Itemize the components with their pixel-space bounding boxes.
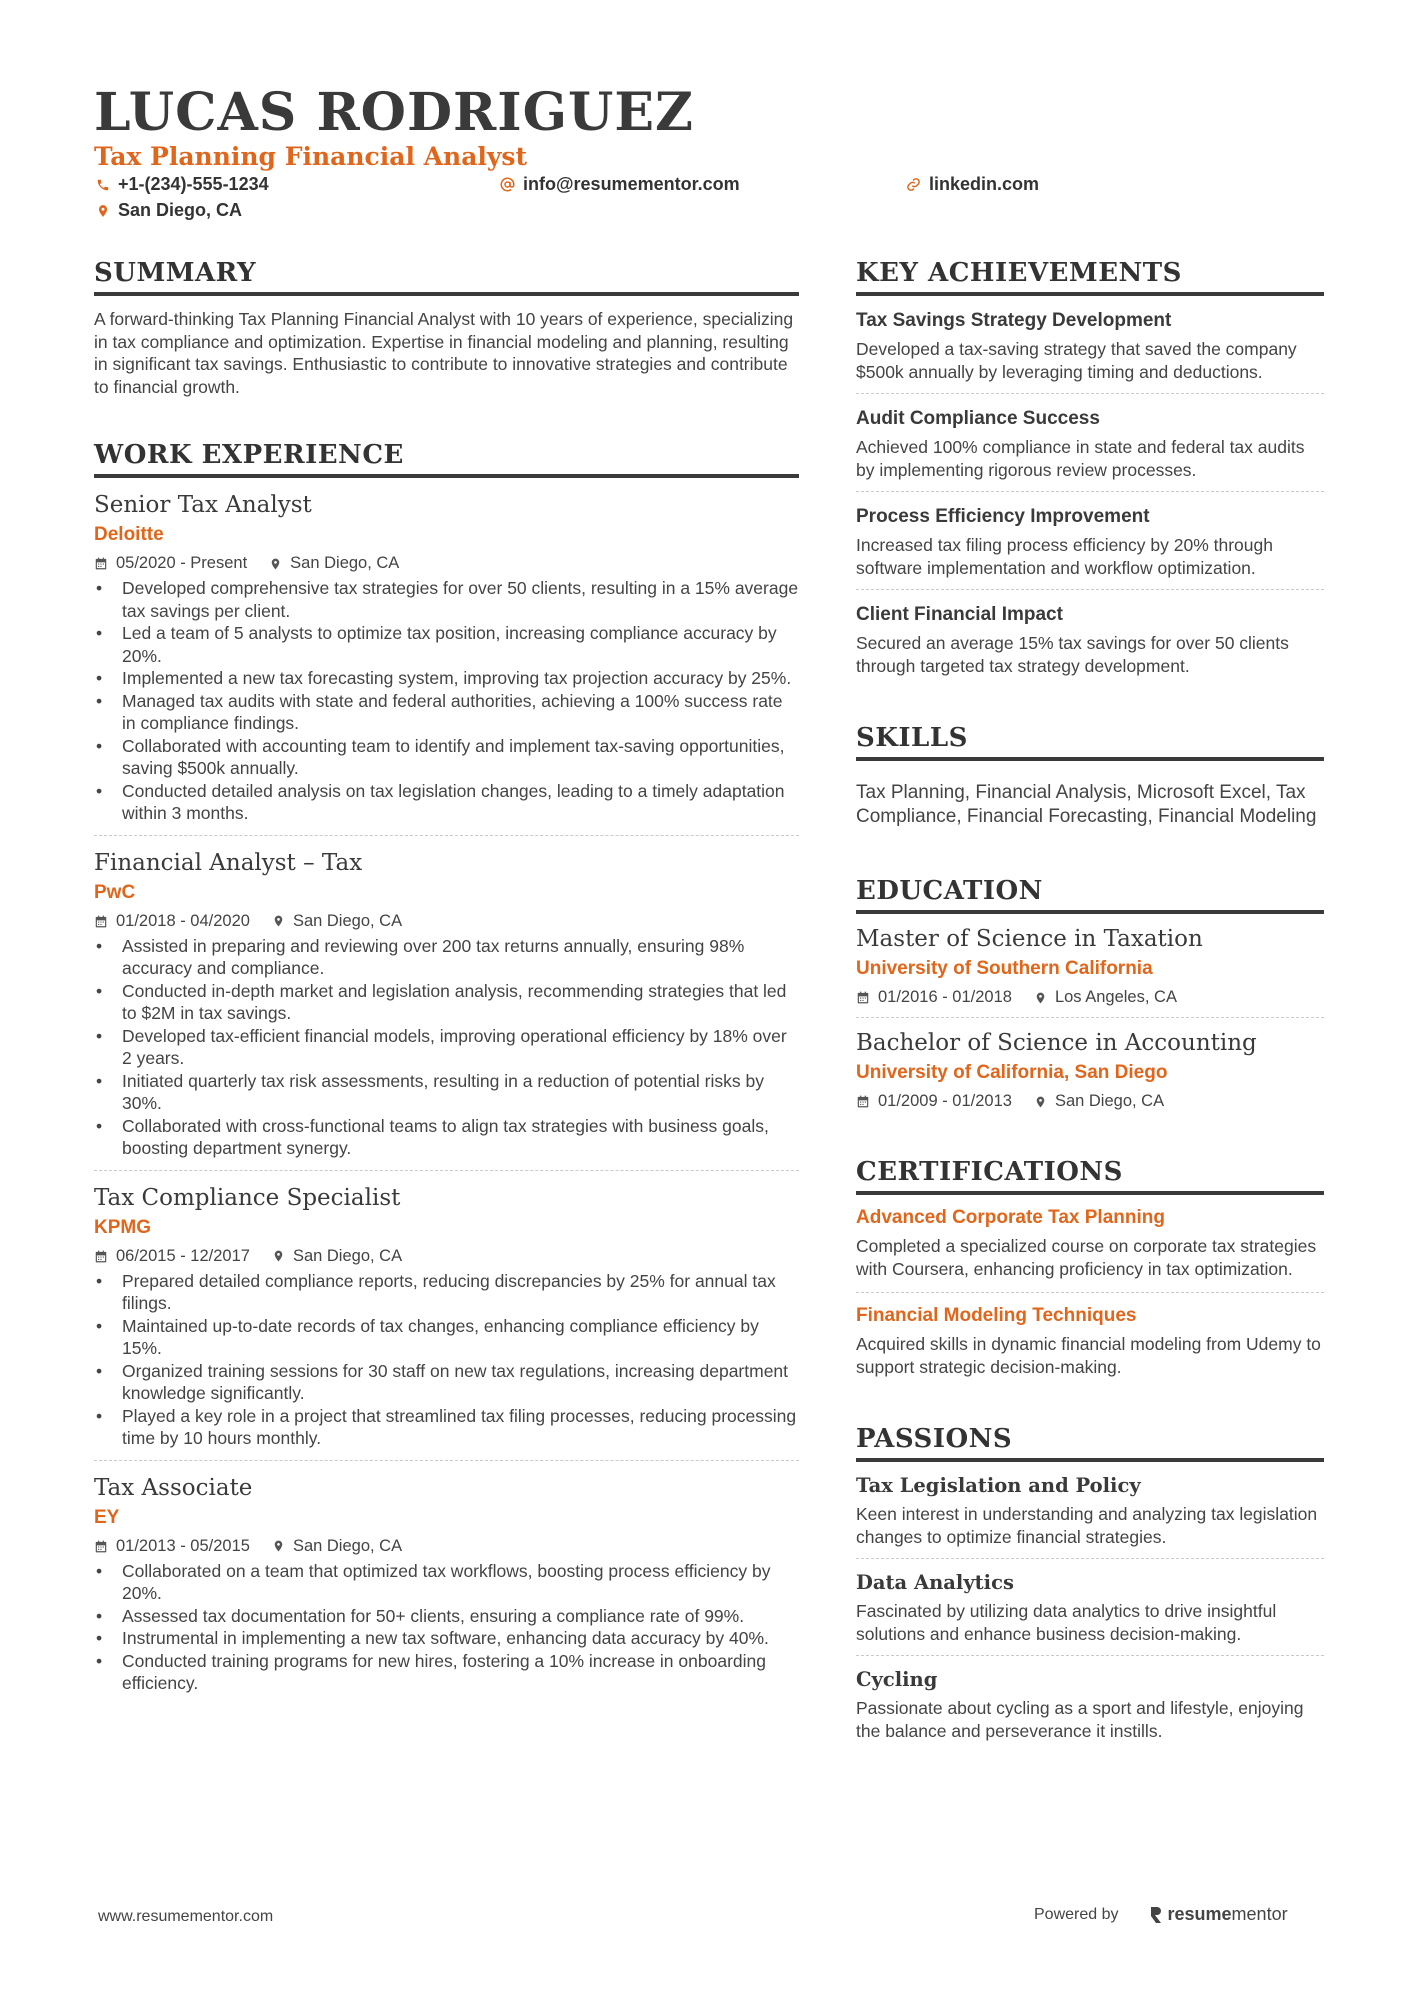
job-bullet: • Led a team of 5 analysts to optimize tax position, increasing compliance accuracy by 20%. xyxy=(94,622,799,667)
calendar-icon xyxy=(856,990,870,1005)
job-meta xyxy=(94,1247,799,1266)
education-location-text: Los Angeles, CA xyxy=(1054,988,1177,1006)
passion-title: Data Analytics xyxy=(856,1571,1014,1594)
job-bullet: • Collaborated with cross-functional teams to align tax strategies with business goals, boosting department synergy. xyxy=(94,1115,799,1160)
location-text: San Diego, CA xyxy=(118,200,243,220)
calendar-icon xyxy=(94,1249,108,1264)
achievement-item xyxy=(856,492,1324,590)
job-location-text: San Diego, CA xyxy=(292,1246,403,1265)
education-dates xyxy=(856,988,1012,1007)
job-title: Financial Analyst – Tax xyxy=(94,849,363,876)
job-bullets xyxy=(94,1270,799,1450)
certification-item xyxy=(856,1195,1324,1293)
education-dates-text: 01/2016 - 01/2018 xyxy=(878,988,1012,1006)
passion-title: Tax Legislation and Policy xyxy=(856,1474,1141,1497)
calendar-icon xyxy=(94,914,108,929)
job-bullet: • Collaborated with accounting team to identify and implement tax-saving opportunities, saving $500k annually. xyxy=(94,735,799,780)
job-bullet: • Conducted training programs for new hires, fostering a 10% increase in onboarding efficiency. xyxy=(94,1650,799,1695)
achievement-title: Process Efficiency Improvement xyxy=(856,506,1150,527)
location-pin-icon xyxy=(272,913,285,929)
phone-text: +1-(234)-555-1234 xyxy=(118,174,269,194)
school-name: University of California, San Diego xyxy=(856,1062,1168,1083)
job-entry xyxy=(94,1171,799,1461)
skills-heading: SKILLS xyxy=(856,723,1324,761)
job-bullet: • Assessed tax documentation for 50+ clients, ensuring a compliance rate of 99%. xyxy=(94,1605,799,1628)
job-bullet: • Collaborated on a team that optimized tax workflows, boosting process efficiency by 20%. xyxy=(94,1560,799,1605)
job-bullet: • Maintained up-to-date records of tax changes, enhancing compliance efficiency by 15%. xyxy=(94,1315,799,1360)
education-heading: EDUCATION xyxy=(856,876,1324,914)
company-name: Deloitte xyxy=(94,524,164,545)
achievement-title: Tax Savings Strategy Development xyxy=(856,310,1172,331)
job-bullet: • Implemented a new tax forecasting system, improving tax projection accuracy by 25%. xyxy=(94,667,799,690)
certification-item xyxy=(856,1293,1324,1378)
passion-title: Cycling xyxy=(856,1668,938,1691)
job-location xyxy=(272,1247,402,1266)
job-bullet: • Conducted in-depth market and legislation analysis, recommending strategies that led to $2M in tax savings. xyxy=(94,980,799,1025)
passions-list xyxy=(856,1462,1324,1742)
brand-prefix: resume xyxy=(1167,1904,1232,1924)
candidate-name: LUCAS RODRIGUEZ xyxy=(94,82,694,143)
achievement-desc: Secured an average 15% tax savings for over 50 clients through targeted tax strategy development. xyxy=(856,633,1289,676)
achievements-list xyxy=(856,296,1324,677)
job-title: Senior Tax Analyst xyxy=(94,492,312,518)
footer-website[interactable]: www.resumementor.com xyxy=(98,1908,274,1925)
job-title: Tax Associate xyxy=(94,1474,253,1501)
job-bullet: • Initiated quarterly tax risk assessments, resulting in a reduction of potential risks by 30%. xyxy=(94,1070,799,1115)
job-location-text: San Diego, CA xyxy=(292,1536,403,1555)
experience-heading: WORK EXPERIENCE xyxy=(94,440,799,478)
education-location xyxy=(1034,1092,1164,1111)
job-title: Tax Compliance Specialist xyxy=(94,1184,401,1211)
achievement-desc: Increased tax filing process efficiency by 20% through software implementation and workflow optimization. xyxy=(856,535,1273,578)
calendar-icon xyxy=(94,556,108,571)
location-pin-icon xyxy=(96,203,110,219)
job-dates-text: 06/2015 - 12/2017 xyxy=(116,1246,250,1265)
education-dates xyxy=(856,1092,1012,1111)
education-meta xyxy=(856,988,1324,1007)
certification-title: Advanced Corporate Tax Planning xyxy=(856,1207,1165,1228)
achievement-desc: Achieved 100% compliance in state and federal tax audits by implementing rigorous review processes. xyxy=(856,437,1305,480)
resumementor-logo-icon xyxy=(1149,1905,1163,1925)
school-name: University of Southern California xyxy=(856,958,1153,979)
passion-desc: Keen interest in understanding and analyzing tax legislation changes to optimize financial strategies. xyxy=(856,1504,1318,1547)
certifications-heading: CERTIFICATIONS xyxy=(856,1157,1324,1195)
job-bullet: • Assisted in preparing and reviewing over 200 tax returns annually, ensuring 98% accuracy and compliance. xyxy=(94,935,799,980)
right-column xyxy=(856,258,1324,1742)
contact-phone[interactable] xyxy=(96,174,269,195)
job-location xyxy=(272,1537,402,1556)
job-location-text: San Diego, CA xyxy=(290,554,400,572)
job-location xyxy=(269,554,399,573)
passion-desc: Fascinated by utilizing data analytics to drive insightful solutions and enhance business decision-making. xyxy=(856,1601,1277,1644)
job-bullets xyxy=(94,1560,799,1695)
job-bullet: • Managed tax audits with state and federal authorities, achieving a 100% success rate in compliance findings. xyxy=(94,690,799,735)
passion-item xyxy=(856,1462,1324,1559)
skills-text: Tax Planning, Financial Analysis, Microsoft Excel, Tax Compliance, Financial Forecasting, Financial Modeling xyxy=(856,782,1317,827)
job-dates xyxy=(94,912,250,931)
job-bullets xyxy=(94,577,799,825)
location-pin-icon xyxy=(272,1538,285,1554)
job-entry xyxy=(94,1461,799,1695)
job-bullet: • Organized training sessions for 30 staff on new tax regulations, increasing department knowledge significantly. xyxy=(94,1360,799,1405)
job-dates xyxy=(94,554,247,573)
linkedin-text: linkedin.com xyxy=(929,174,1040,194)
job-dates-text: 01/2013 - 05/2015 xyxy=(116,1536,250,1555)
job-meta xyxy=(94,912,799,931)
job-location xyxy=(272,912,402,931)
company-name: KPMG xyxy=(94,1216,151,1238)
company-name: EY xyxy=(94,1506,120,1528)
achievement-item xyxy=(856,296,1324,394)
achievement-desc: Developed a tax-saving strategy that saved the company $500k annually by leveraging timing and deductions. xyxy=(856,339,1297,382)
brand-suffix: mentor xyxy=(1231,1904,1288,1924)
location-pin-icon xyxy=(1034,1094,1047,1110)
summary-text: A forward-thinking Tax Planning Financial Analyst with 10 years of experience, specializing in tax compliance and optimization. Expertise in financial modeling and planning, resulting in significant tax savings. Enthusiastic to contribute to innovative strategies and contribute to financial growth. xyxy=(94,309,794,397)
job-location-text: San Diego, CA xyxy=(292,911,403,930)
job-bullet: • Developed comprehensive tax strategies for over 50 clients, resulting in a 15% average tax savings per client. xyxy=(94,577,799,622)
calendar-icon xyxy=(94,1539,108,1554)
education-list xyxy=(856,914,1324,1111)
passions-heading: PASSIONS xyxy=(856,1424,1324,1462)
job-dates xyxy=(94,1537,250,1556)
achievements-heading: KEY ACHIEVEMENTS xyxy=(856,258,1324,296)
contact-email[interactable] xyxy=(500,174,740,195)
location-pin-icon xyxy=(1034,990,1047,1006)
achievement-title: Audit Compliance Success xyxy=(856,408,1100,429)
phone-icon xyxy=(96,178,110,192)
job-dates xyxy=(94,1247,250,1266)
company-name: PwC xyxy=(94,881,136,903)
education-location xyxy=(1034,988,1177,1007)
education-meta xyxy=(856,1092,1324,1111)
brand-logo[interactable] xyxy=(1149,1904,1288,1925)
certification-title: Financial Modeling Techniques xyxy=(856,1305,1137,1326)
education-location-text: San Diego, CA xyxy=(1054,1092,1165,1110)
job-bullet: • Instrumental in implementing a new tax software, enhancing data accuracy by 40%. xyxy=(94,1627,799,1650)
job-dates-text: 05/2020 - Present xyxy=(116,554,248,572)
footer-powered xyxy=(1034,1904,1288,1925)
calendar-icon xyxy=(856,1094,870,1109)
job-entry xyxy=(94,836,799,1171)
contact-location xyxy=(96,200,242,221)
job-entry xyxy=(94,478,799,836)
job-bullet: • Conducted detailed analysis on tax legislation changes, leading to a timely adaptation within 3 months. xyxy=(94,780,799,825)
job-bullet: • Played a key role in a project that streamlined tax filing processes, reducing processing time by 10 hours monthly. xyxy=(94,1405,799,1450)
passion-desc: Passionate about cycling as a sport and lifestyle, enjoying the balance and perseverance it instills. xyxy=(856,1698,1304,1741)
education-item xyxy=(856,914,1324,1018)
certification-desc: Completed a specialized course on corporate tax strategies with Coursera, enhancing proficiency in tax optimization. xyxy=(856,1236,1317,1279)
achievement-item xyxy=(856,590,1324,677)
candidate-title: Tax Planning Financial Analyst xyxy=(94,142,528,171)
job-bullets xyxy=(94,935,799,1160)
location-pin-icon xyxy=(269,556,282,572)
certification-desc: Acquired skills in dynamic financial modeling from Udemy to support strategic decision-making. xyxy=(856,1334,1321,1377)
powered-by-label: Powered by xyxy=(1034,1905,1119,1923)
certifications-list xyxy=(856,1195,1324,1378)
passion-item xyxy=(856,1656,1324,1742)
left-column xyxy=(94,258,799,1695)
link-icon xyxy=(906,177,921,192)
contact-linkedin[interactable] xyxy=(906,174,1039,195)
degree-title: Bachelor of Science in Accounting xyxy=(856,1030,1257,1056)
email-text: info@resumementor.com xyxy=(523,174,740,194)
at-sign-icon xyxy=(500,177,515,192)
degree-title: Master of Science in Taxation xyxy=(856,926,1203,952)
summary-heading: SUMMARY xyxy=(94,258,799,296)
experience-list xyxy=(94,478,799,1695)
achievement-item xyxy=(856,394,1324,492)
job-dates-text: 01/2018 - 04/2020 xyxy=(116,911,250,930)
job-meta xyxy=(94,1537,799,1556)
education-dates-text: 01/2009 - 01/2013 xyxy=(878,1092,1012,1110)
job-meta xyxy=(94,554,799,573)
job-bullet: • Developed tax-efficient financial models, improving operational efficiency by 18% over 2 years. xyxy=(94,1025,799,1070)
location-pin-icon xyxy=(272,1248,285,1264)
education-item xyxy=(856,1018,1324,1111)
achievement-title: Client Financial Impact xyxy=(856,604,1063,625)
passion-item xyxy=(856,1559,1324,1656)
job-bullet: • Prepared detailed compliance reports, reducing discrepancies by 25% for annual tax filings. xyxy=(94,1270,799,1315)
